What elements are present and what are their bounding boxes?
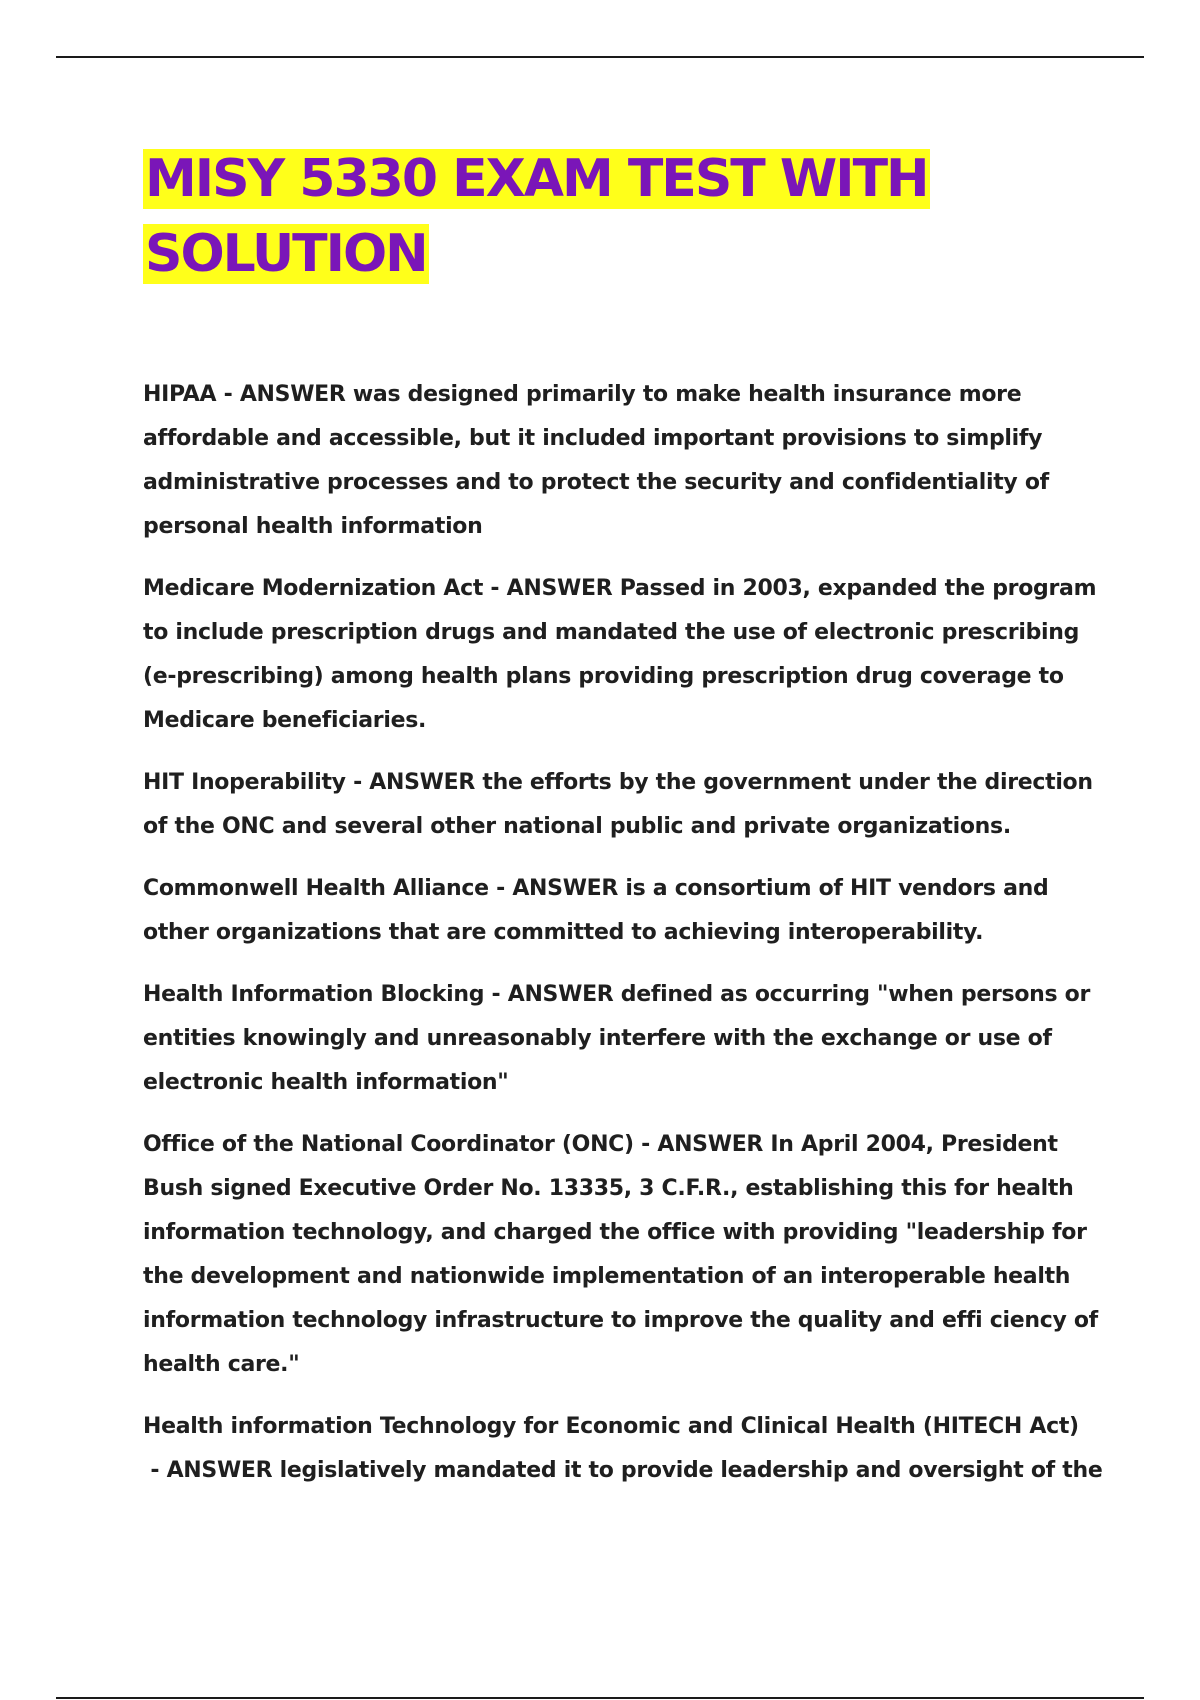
- entry-definition: was designed primarily to make health insurance more affordable and accessible, but it included important provisions to simplify administrative processes and to protect the security and confidentiality of personal health information: [143, 382, 1049, 539]
- qa-entry: [143, 1123, 1103, 1387]
- title-highlight: MISY 5330 EXAM TEST WITH SOLUTION: [145, 149, 928, 284]
- entry-definition: defined as occurring "when persons or entities knowingly and unreasonably interfere with the exchange or use of electronic health information": [143, 982, 1091, 1095]
- entry-term: Commonwell Health Alliance: [143, 876, 489, 901]
- entry-term: Health Information Blocking: [143, 982, 485, 1007]
- qa-entry: [143, 373, 1103, 549]
- entry-definition: legislatively mandated it to provide leadership and oversight of the: [279, 1458, 1103, 1483]
- entry-definition: the efforts by the government under the direction of the ONC and several other national public and private organizations.: [143, 770, 1093, 839]
- qa-entry: [143, 973, 1103, 1105]
- top-rule: [56, 56, 1144, 58]
- qa-entry: [143, 761, 1103, 849]
- entry-definition: Passed in 2003, expanded the program to include prescription drugs and mandated the use of electronic prescribing (e-prescribing) among health plans providing prescription drug coverage to Medicare beneficiaries.: [143, 576, 1097, 733]
- entry-answer-marker: ANSWER: [369, 770, 475, 795]
- entry-separator: -: [488, 876, 513, 901]
- qa-entry: [143, 1405, 1103, 1493]
- qa-list: [143, 373, 1103, 1511]
- entry-separator: -: [484, 982, 508, 1007]
- entry-answer-marker: ANSWER: [507, 982, 614, 1007]
- entry-separator: -: [633, 1132, 658, 1157]
- entry-term: Health information Technology for Economic and Clinical Health (HITECH Act): [143, 1414, 1079, 1439]
- entry-answer-marker: ANSWER: [239, 382, 346, 407]
- document-title: [143, 142, 1103, 292]
- qa-entry: [143, 867, 1103, 955]
- entry-term: Office of the National Coordinator (ONC): [143, 1132, 634, 1157]
- entry-answer-marker: ANSWER: [657, 1132, 764, 1157]
- entry-separator: -: [216, 382, 240, 407]
- bottom-rule: [56, 1697, 1144, 1699]
- entry-definition: In April 2004, President Bush signed Executive Order No. 13335, 3 C.F.R., establishing this for health information technology, and charged the office with providing "leadership for the development and nationwide implementation of an interoperable health information technology infrastructure to improve the quality and effi ciency of health care.": [143, 1132, 1098, 1377]
- entry-separator: -: [483, 576, 507, 601]
- entry-answer-marker: ANSWER: [512, 876, 619, 901]
- entry-term: Medicare Modernization Act: [143, 576, 484, 601]
- entry-term: HIT Inoperability: [143, 770, 346, 795]
- entry-answer-marker: ANSWER: [166, 1458, 273, 1483]
- entry-definition: is a consortium of HIT vendors and other organizations that are committed to achieving interoperability.: [143, 876, 1049, 945]
- entry-separator: -: [345, 770, 370, 795]
- entry-separator: -: [143, 1458, 167, 1483]
- entry-term: HIPAA: [143, 382, 217, 407]
- entry-answer-marker: ANSWER: [506, 576, 613, 601]
- qa-entry: [143, 567, 1103, 743]
